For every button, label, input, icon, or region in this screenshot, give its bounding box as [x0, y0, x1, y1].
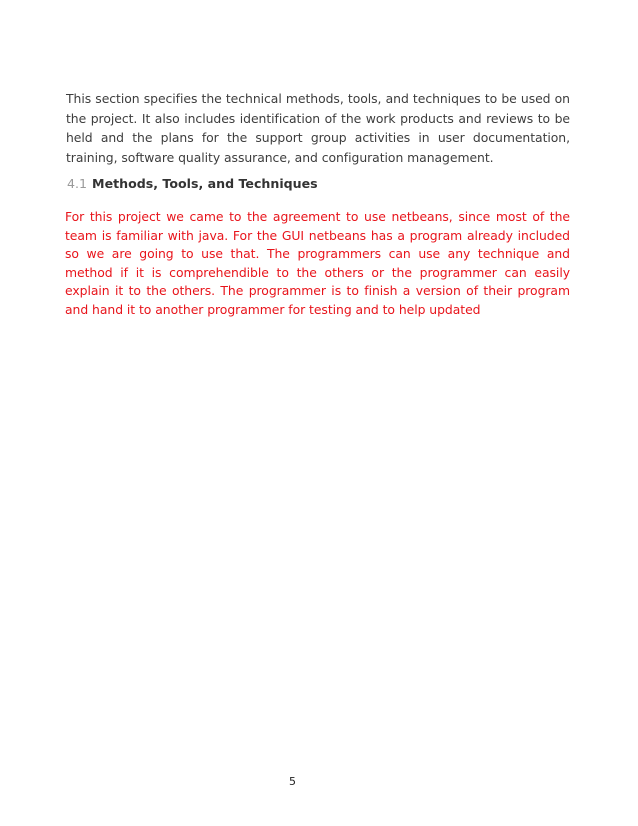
section-title: Methods, Tools, and Techniques — [92, 176, 318, 191]
section-body-paragraph: For this project we came to the agreement to use netbeans, since most of the team is familiar with java. For the GUI netbeans has a program already included so we are going to use that. The programmers can use any technique and method if it is comprehendible to the others or the programmer can easily explain it to the others. The programmer is to finish a version of their program and hand it to another programmer for testing and to help updated — [65, 209, 570, 317]
intro-paragraph: This section specifies the technical methods, tools, and techniques to be used on the project. It also includes identification of the work products and reviews to be held and the plans for the support group activities in user documentation, training, software quality assurance, and configuration management. — [66, 91, 570, 165]
section-number: 4.1 — [67, 176, 88, 191]
section-heading — [67, 175, 318, 193]
page-number: 5 — [289, 775, 296, 788]
